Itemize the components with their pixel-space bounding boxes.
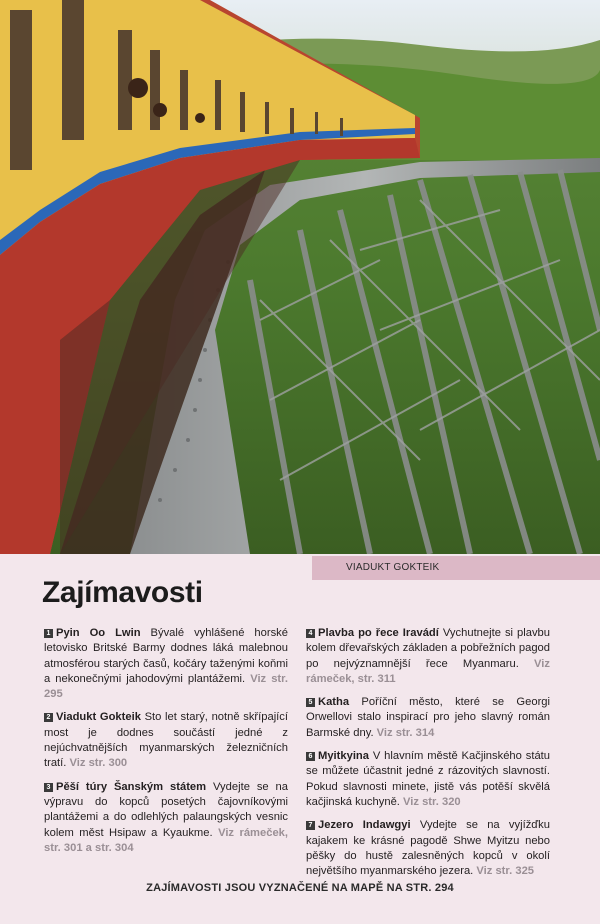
entry-ref: Viz str. 300 xyxy=(69,757,128,770)
list-item xyxy=(44,626,288,702)
photo-caption: VIADUKT GOKTEIK xyxy=(312,556,600,580)
entry-name: Jezero Indawgyi xyxy=(318,819,411,832)
entry-ref: Viz rámeček, str. 301 a str. 304 xyxy=(44,826,289,854)
entry-number: 5 xyxy=(306,698,315,707)
entry-ref: Viz str. 320 xyxy=(403,795,461,808)
entry-text: V hlavním městě Kačjinského státu se můžete účastnit jedné z rázovitých slavností. Pokud slavnosti minete, jistě vás potěší skvělá kačjinská kuchyně. xyxy=(306,750,550,808)
entry-number: 3 xyxy=(44,783,53,792)
entry-text: Vydejte se na výpravu do kopců posetých čajovníkovými plantážemi a do odlehlých palaungských vesnic kolem měst Hsipaw a Kyaukme. xyxy=(44,780,289,839)
entry-number: 2 xyxy=(44,713,53,722)
list-item xyxy=(306,749,550,810)
entry-name: Myitkyina xyxy=(318,750,369,763)
entry-name: Plavba po řece Iravádí xyxy=(318,627,439,639)
entry-text: Sto let starý, notně skřípající most je dodnes součástí jedné z nejúchvatnějších myanmarských železničních tratí. xyxy=(44,711,288,770)
column-left xyxy=(44,626,288,864)
entry-text: Poříční město, které se Georgi Orwellovi stalo inspirací pro jeho slavný román Barmské dny. xyxy=(306,696,550,739)
column-right xyxy=(306,626,550,887)
entry-ref: Viz rámeček, str. 311 xyxy=(306,657,551,685)
list-item xyxy=(306,695,550,741)
entry-number: 4 xyxy=(306,629,315,638)
entry-text: Bývalé vyhlášené horské letovisko Britské Barmy dodnes láká malebnou atmosférou starých časů, kočáry taženými koňmi a nekonečnými jahodovými plantážemi. xyxy=(44,627,288,685)
map-reference-note: ZAJÍMAVOSTI JSOU VYZNAČENÉ NA MAPĚ NA STR. 294 xyxy=(146,882,454,894)
entry-name: Pyin Oo Lwin xyxy=(56,627,141,639)
page-title: Zajímavosti xyxy=(42,576,203,609)
entry-text: Vydejte se na vyjížďku kajakem ke krásné pagodě Shwe Myitzu nebo pěšky do hustě zalesněných kopců v okolí největšího myanmarského jezera. xyxy=(306,819,551,878)
entry-text: Vychutnejte si plavbu kolem dřevařských základen a pobřežních pagod po nejvýznamnější řece Myanmaru. xyxy=(306,627,551,670)
list-item xyxy=(306,818,550,879)
entry-name: Katha xyxy=(318,696,350,709)
entry-ref: Viz str. 295 xyxy=(44,672,288,701)
entry-number: 1 xyxy=(44,629,53,638)
entry-name: Viadukt Gokteik xyxy=(56,711,141,724)
entry-name: Pěší túry Šanským státem xyxy=(56,780,207,793)
entry-number: 7 xyxy=(306,821,315,830)
list-item xyxy=(44,710,288,771)
entry-ref: Viz str. 314 xyxy=(376,726,435,739)
list-item xyxy=(44,780,288,856)
list-item xyxy=(306,626,550,687)
entry-number: 6 xyxy=(306,752,315,761)
entry-ref: Viz str. 325 xyxy=(476,865,535,878)
